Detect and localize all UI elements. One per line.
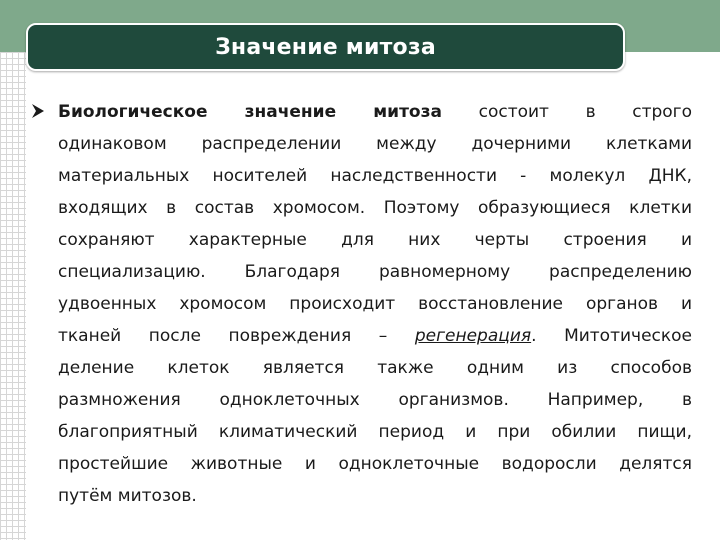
bullet-paragraph [26, 96, 692, 512]
paragraph-line: входящих в состав хромосом. Поэтому образующиеся клетки [58, 198, 692, 218]
paragraph-line: удвоенных хромосом происходит восстановление органов и [58, 294, 692, 314]
line-text: состоит в строго [441, 102, 692, 122]
line-text: тканей после повреждения – [58, 326, 388, 346]
slide-body [26, 96, 692, 512]
title-banner [26, 23, 625, 71]
page-title: Значение митоза [215, 34, 436, 60]
arrow-check-bullet-icon [26, 96, 50, 126]
paragraph-line: материальных носителей наследственности - молекул ДНК, [58, 166, 692, 186]
paragraph-line: благоприятный климатический период и при обилии пищи, [58, 422, 692, 442]
paragraph-line: сохраняют характерные для них черты строения и [58, 230, 692, 250]
grid-pattern-strip [0, 52, 26, 540]
paragraph-line: специализацию. Благодаря равномерному распределению [58, 262, 692, 282]
paragraph-line: деление клеток является также одним из способов [58, 358, 692, 378]
paragraph-line: одинаковом распределении между дочерними клетками [58, 134, 692, 154]
paragraph-line: размножения одноклеточных организмов. Например, в [58, 390, 692, 410]
paragraph-line [58, 320, 692, 352]
lead-bold-text: Биологическое значение митоза [58, 102, 442, 122]
paragraph-line: путём митозов. [58, 486, 197, 506]
paragraph-line [58, 96, 692, 128]
line-text: . Митотическое [531, 326, 692, 346]
paragraph-line: простейшие животные и одноклеточные водоросли делятся [58, 454, 692, 474]
regeneration-term: регенерация [414, 326, 532, 346]
